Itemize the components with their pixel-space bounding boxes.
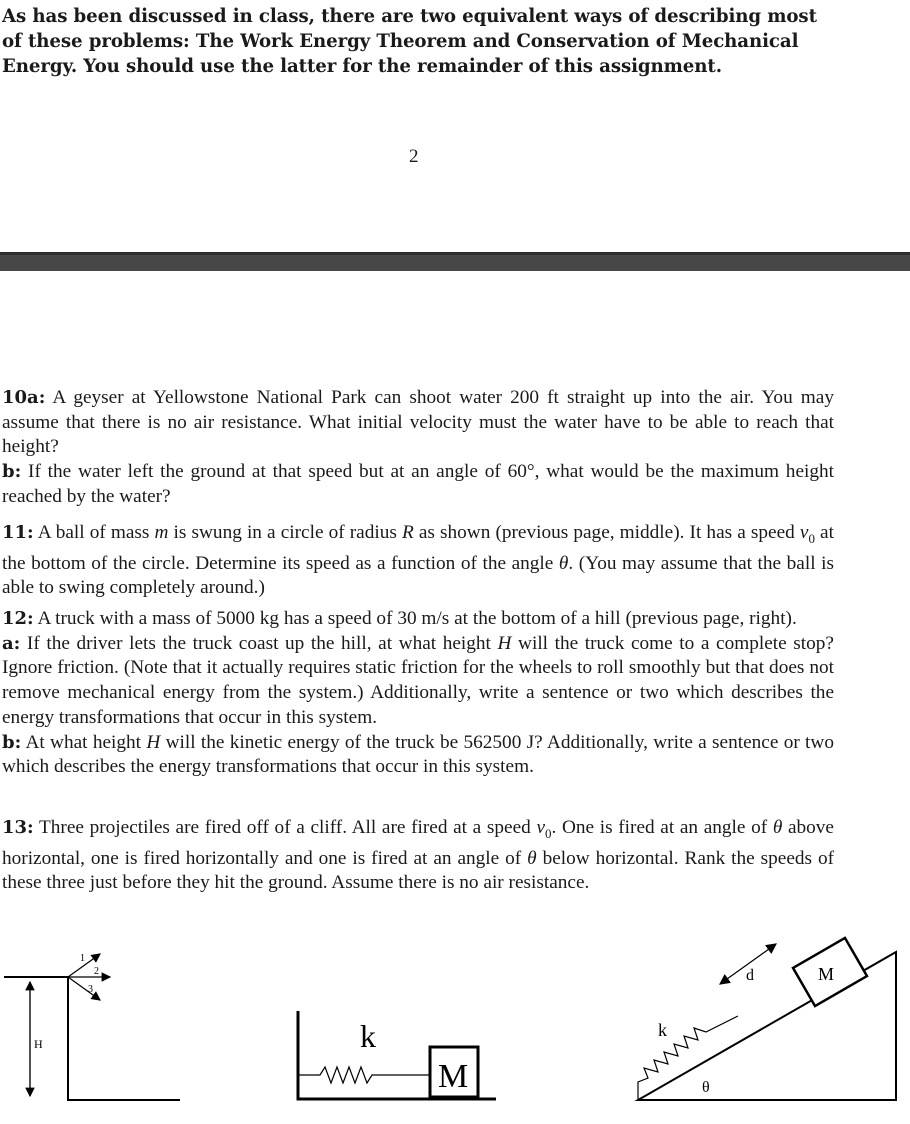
projectile-label-2: 2 (94, 966, 99, 977)
problem-11-text-5: . (You may assume that the ball is able to swing completely around.) (2, 552, 834, 599)
page-number: 2 (409, 146, 419, 167)
problem-12a-text-1: If the driver lets the truck coast up the hill, at what height (26, 632, 491, 654)
problem-12-label: 12: (2, 608, 34, 629)
problem-12-text: A truck with a mass of 5000 kg has a speed of 30 m/s at the bottom of a hill (previous page, right). (37, 608, 797, 629)
problem-10a-label: 10a: (2, 387, 46, 408)
problem-12b-text-2: will the kinetic energy of the truck be 562500 J? Additionally, write a sentence or two which describes the energy transformations that occur in this system. (2, 731, 834, 778)
page-divider-edge (0, 252, 910, 255)
problem-11-text-3: as shown (previous page, middle). It has a speed (418, 522, 795, 543)
problem-12 (2, 607, 834, 780)
problem-12b-text-1: At what height (25, 731, 142, 753)
theta-symbol-13a: θ (772, 817, 783, 838)
problem-10b-text: If the water left the ground at that speed but at an angle of 60°, what would be the maximum height reached by the water? (2, 461, 835, 507)
distance-arrow-down (720, 964, 748, 984)
problem-13-text-1: Three projectiles are fired off of a cliff. All are fired at a speed (39, 817, 531, 838)
problem-13-text-4: below horizontal. Rank the speeds of these three just before they hit the ground. Assume there is no air resistance. (2, 847, 835, 894)
spring-label: k (360, 1018, 376, 1054)
projectile-label-1: 1 (80, 953, 85, 964)
spring (298, 1067, 430, 1083)
intro-paragraph: As has been discussed in class, there are two equivalent ways of describing most of these problems: The Work Energy Theorem and Conservation of Mechanical Energy. You should use the latter for the remainder of this assignment. (2, 6, 817, 77)
projectile-arrow-3 (68, 977, 100, 1000)
problem-13 (2, 816, 834, 896)
problem-13-text-2: . One is fired at an angle of (551, 817, 768, 838)
velocity-subscript-13: 0 (545, 825, 552, 841)
mass-label: M (438, 1058, 469, 1095)
problem-12b-label: b: (2, 731, 22, 753)
problem-10b-label: b: (2, 461, 22, 483)
theta-symbol-13b: θ (527, 847, 537, 869)
problem-10a-text: A geyser at Yellowstone National Park can shoot water 200 ft straight up into the air. You may assume that there is no air resistance. What initial velocity must the water have to be able to reach that height? (2, 387, 834, 458)
mass-symbol: m (154, 522, 169, 543)
problem-13-label: 13: (2, 817, 34, 838)
problem-13-text-3: above horizontal, one is fired horizontally and one is fired at an angle of (2, 817, 834, 869)
problem-11-text-4: at the bottom of the circle. Determine its speed as a function of the angle (2, 522, 834, 574)
incline-figure (618, 932, 903, 1107)
problem-10 (2, 386, 834, 510)
spring-mass-figure (290, 1005, 505, 1105)
problem-11-text-1: A ball of mass (37, 522, 150, 543)
distance-arrow-up (748, 944, 776, 964)
cliff-figure (0, 940, 190, 1110)
velocity-subscript: 0 (808, 530, 815, 546)
projectile-label-3: 3 (88, 984, 93, 995)
height-label: H (34, 1037, 43, 1051)
distance-label: d (746, 967, 754, 984)
angle-label: θ (702, 1079, 710, 1096)
problem-12a-text-2: will the truck come to a complete stop? Ignore friction. (Note that it actually requires static friction for the wheels to roll smoothly but that does not remove mechanical energy from the system.) Additionally, write a sentence or two which describes the energy transformations that occur in this system. (2, 632, 834, 728)
problem-11-label: 11: (2, 522, 34, 543)
velocity-symbol-13: v (536, 817, 546, 838)
radius-symbol: R (401, 522, 414, 543)
height-symbol-b: H (146, 731, 161, 753)
problem-12a-label: a: (2, 632, 21, 654)
incline-spring-label: k (658, 1020, 667, 1040)
theta-symbol: θ (558, 552, 569, 574)
velocity-symbol: v (799, 522, 809, 543)
incline-spring (638, 1016, 738, 1100)
problem-11-text-2: is swung in a circle of radius (173, 522, 397, 543)
height-symbol: H (497, 632, 512, 654)
incline-mass-label: M (818, 964, 835, 984)
problem-11 (2, 521, 834, 601)
